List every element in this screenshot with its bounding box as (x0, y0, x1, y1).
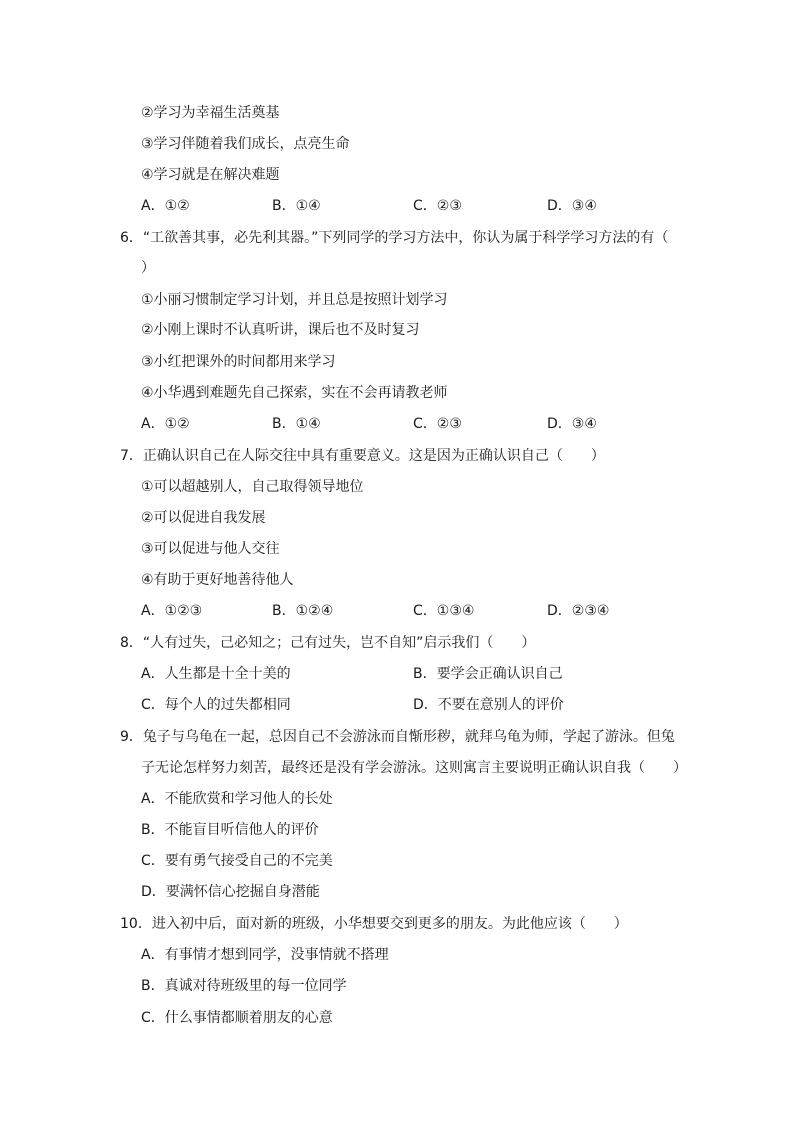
prev-option-a: A．①② (141, 198, 190, 214)
q7-option-a: A．①②③ (141, 603, 203, 619)
q10-option-b: B．真诚对待班级里的每一位同学 (141, 978, 347, 994)
prev-option-b: B．①④ (272, 198, 321, 214)
q8-stem: 8．“人有过失，己必知之；己有过失，岂不自知”启示我们（ ） (120, 635, 536, 651)
q9-option-c: C．要有勇气接受自己的不完美 (141, 853, 333, 869)
q10-stem: 10．进入初中后，面对新的班级，小华想要交到更多的朋友。为此他应该（ ） (120, 916, 628, 932)
q7-item-4: ④有助于更好地善待他人 (141, 572, 294, 588)
q7-option-b: B．①②④ (272, 603, 334, 619)
q7-item-1: ①可以超越别人，自己取得领导地位 (141, 479, 364, 495)
q6-stem-line2: ） (141, 260, 155, 276)
q6-item-4: ④小华遇到难题先自己探索，实在不会再请教老师 (141, 385, 448, 401)
q9-stem-line2: 子无论怎样努力刻苦，最终还是没有学会游泳。这则寓言主要说明正确认识自我（ ） (141, 760, 687, 776)
q9-option-a: A．不能欣赏和学习他人的长处 (141, 791, 333, 807)
q8-option-d: D．不要在意别人的评价 (413, 697, 564, 713)
q6-option-a: A．①② (141, 416, 190, 432)
q7-stem: 7．正确认识自己在人际交往中具有重要意义。这是因为正确认识自己（ ） (120, 448, 605, 464)
q6-stem-line1: 6．“工欲善其事，必先利其器。”下列同学的学习方法中，你认为属于科学学习方法的有（ (120, 230, 669, 246)
q7-option-c: C．①③④ (413, 603, 475, 619)
q6-option-b: B．①④ (272, 416, 321, 432)
prev-item-3: ③学习伴随着我们成长，点亮生命 (141, 136, 350, 152)
q6-item-2: ②小刚上课时不认真听讲，课后也不及时复习 (141, 322, 420, 338)
q10-option-c: C．什么事情都顺着朋友的心意 (141, 1010, 333, 1026)
q9-option-d: D．要满怀信心挖掘自身潜能 (141, 884, 320, 900)
q7-item-3: ③可以促进与他人交往 (141, 541, 280, 557)
q6-option-c: C．②③ (413, 416, 462, 432)
q10-option-a: A．有事情才想到同学，没事情就不搭理 (141, 947, 389, 963)
q6-option-d: D．③④ (547, 416, 597, 432)
q6-item-1: ①小丽习惯制定学习计划，并且总是按照计划学习 (141, 292, 448, 308)
q8-option-b: B．要学会正确认识自己 (413, 666, 563, 682)
q7-option-d: D．②③④ (547, 603, 610, 619)
prev-option-d: D．③④ (547, 198, 597, 214)
prev-item-4: ④学习就是在解决难题 (141, 167, 280, 183)
q9-option-b: B．不能盲目听信他人的评价 (141, 822, 319, 838)
q7-item-2: ②可以促进自我发展 (141, 510, 266, 526)
q9-stem-line1: 9．兔子与乌龟在一起，总因自己不会游泳而自惭形秽，就拜乌龟为师，学起了游泳。但兔 (120, 729, 675, 745)
prev-option-c: C．②③ (413, 198, 462, 214)
q8-option-c: C．每个人的过失都相同 (141, 697, 291, 713)
prev-item-2: ②学习为幸福生活奠基 (141, 105, 280, 121)
q6-item-3: ③小红把课外的时间都用来学习 (141, 354, 336, 370)
q8-option-a: A．人生都是十全十美的 (141, 666, 291, 682)
